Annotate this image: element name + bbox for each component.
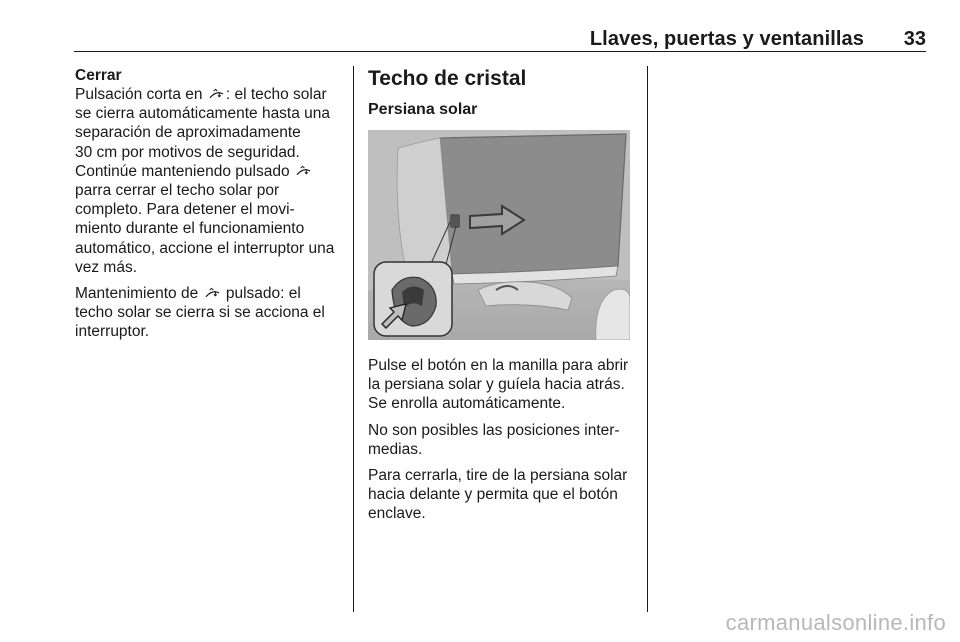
- text-line: automático, accione el interruptor una: [75, 239, 335, 257]
- text-line: parra cerrar el techo solar por: [75, 182, 280, 200]
- text-line: medias.: [368, 440, 423, 458]
- text-line: techo solar se cierra si se acciona el: [75, 304, 325, 322]
- sunroof-close-icon: [205, 287, 220, 299]
- text-fragment: Pulsación corta en: [75, 86, 203, 103]
- text-line: [75, 284, 341, 303]
- text-line: [75, 162, 341, 181]
- sunroof-close-icon: [209, 88, 224, 100]
- heading-cerrar: Cerrar: [75, 67, 122, 84]
- text-fragment: Mantenimiento de: [75, 285, 199, 303]
- sunroof-close-icon: [296, 165, 311, 177]
- column-divider-left: [353, 66, 354, 612]
- text-line: Se enrolla automáticamente.: [368, 395, 566, 413]
- text-line: enclave.: [368, 505, 426, 523]
- left-column: [75, 66, 341, 349]
- sunshade-illustration-icon: [368, 130, 630, 340]
- text-line: [75, 85, 341, 104]
- page-header: [74, 26, 926, 50]
- text-line: miento durante el funcionamiento: [75, 220, 305, 238]
- header-title: Llaves, puertas y ventanillas: [589, 28, 864, 50]
- text-line: la persiana solar y guíela hacia atrás.: [368, 376, 625, 394]
- section-title: Techo de cristal: [368, 67, 527, 90]
- text-fragment: : el techo solar: [225, 86, 327, 103]
- paragraph-mantenimiento: [75, 284, 341, 342]
- paragraph-posiciones: [368, 421, 636, 459]
- header-rule: [74, 51, 926, 52]
- text-line: No son posibles las posiciones inter-: [368, 421, 620, 439]
- text-fragment: pulsado: el: [225, 285, 301, 303]
- text-line: separación de aproximadamente: [75, 124, 301, 142]
- text-fragment: Continúe manteniendo pulsado: [75, 162, 290, 180]
- text-line: Para cerrarla, tire de la persiana solar: [368, 467, 628, 485]
- paragraph-cerrar: [75, 85, 341, 277]
- text-line: interruptor.: [75, 323, 150, 341]
- column-divider-right: [647, 66, 648, 612]
- text-line: Pulse el botón en la manilla para abrir: [368, 357, 629, 374]
- paragraph-cerrarla: [368, 466, 636, 524]
- text-line: vez más.: [75, 258, 138, 276]
- text-line: 30 cm por motivos de seguridad.: [75, 143, 300, 161]
- subsection-title: Persiana solar: [368, 101, 478, 118]
- page-number: 33: [903, 28, 926, 50]
- text-line: hacia delante y permita que el botón: [368, 486, 618, 504]
- text-line: completo. Para detener el movi-: [75, 201, 295, 219]
- watermark: carmanualsonline.info: [725, 610, 946, 635]
- text-line: se cierra automáticamente hasta una: [75, 105, 331, 123]
- middle-column: [368, 66, 636, 531]
- paragraph-abrir: [368, 356, 636, 414]
